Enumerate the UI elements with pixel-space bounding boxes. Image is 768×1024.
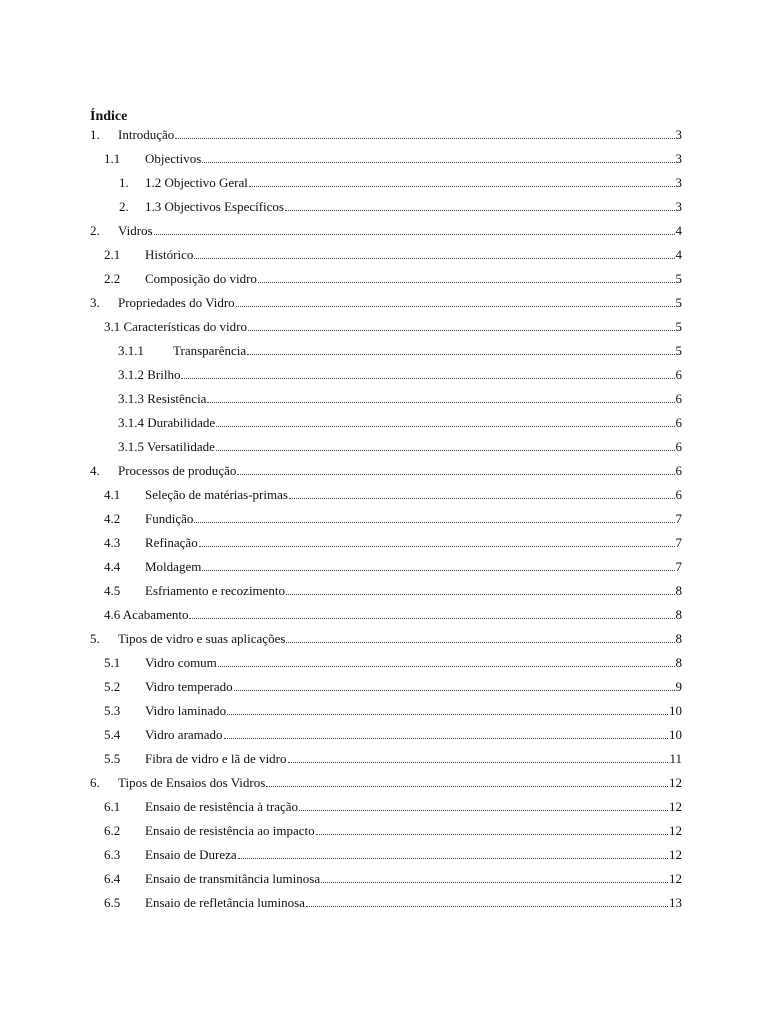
dot-leader: [154, 234, 675, 235]
toc-entry-page-number: 13: [669, 895, 682, 910]
toc-entry-title: Processos de produção: [118, 463, 237, 478]
toc-entry-page-number: 6: [675, 463, 682, 478]
dot-leader: [194, 522, 674, 523]
dot-leader: [175, 138, 674, 139]
toc-entry-page-number: 12: [669, 799, 682, 814]
toc-entry[interactable]: [90, 678, 682, 702]
toc-entry-number: 4.: [90, 463, 100, 478]
toc-entry-number: 2.: [119, 199, 129, 214]
toc-entry-page-number: 10: [669, 703, 682, 718]
toc-entry-page-number: 5: [675, 343, 682, 358]
toc-entry[interactable]: [90, 798, 682, 822]
dot-leader: [181, 378, 674, 379]
toc-entry[interactable]: [90, 846, 682, 870]
toc-entry[interactable]: [90, 606, 682, 630]
toc-entry[interactable]: [90, 438, 682, 462]
dot-leader: [286, 594, 674, 595]
toc-entry[interactable]: [90, 894, 682, 918]
dot-leader: [248, 330, 675, 331]
dot-leader: [289, 498, 675, 499]
toc-entry-title: 3.1.4 Durabilidade: [118, 415, 216, 430]
toc-entry[interactable]: [90, 774, 682, 798]
toc-entry-number: 3.1.1: [118, 343, 144, 358]
toc-entry-number: 2.: [90, 223, 100, 238]
dot-leader: [216, 450, 675, 451]
toc-entry[interactable]: [90, 510, 682, 534]
dot-leader: [249, 186, 675, 187]
toc-entry-number: 2.2: [104, 271, 121, 286]
dot-leader: [236, 306, 675, 307]
toc-entry-title: Fibra de vidro e lã de vidro: [145, 751, 287, 766]
dot-leader: [224, 738, 668, 739]
toc-entry-page-number: 12: [669, 847, 682, 862]
toc-entry[interactable]: [90, 150, 682, 174]
toc-entry-number: 2.1: [104, 247, 121, 262]
dot-leader: [258, 282, 675, 283]
toc-entry-title: Seleção de matérias-primas: [145, 487, 288, 502]
dot-leader: [189, 618, 674, 619]
toc-entry-number: 4.4: [104, 559, 121, 574]
toc-entry[interactable]: [90, 390, 682, 414]
toc-entry-page-number: 3: [675, 175, 682, 190]
toc-entry-number: 6.2: [104, 823, 121, 838]
toc-entry-page-number: 10: [669, 727, 682, 742]
toc-entry[interactable]: [90, 534, 682, 558]
toc-entry-number: 6.3: [104, 847, 121, 862]
toc-entry-number: 1.: [90, 127, 100, 142]
dot-leader: [316, 834, 668, 835]
dot-leader: [321, 882, 668, 883]
toc-entry-title: 3.1.3 Resistência: [118, 391, 207, 406]
toc-entry-number: 5.3: [104, 703, 121, 718]
toc-entry[interactable]: [90, 366, 682, 390]
dot-leader: [286, 642, 674, 643]
toc-entry-number: 5.4: [104, 727, 121, 742]
toc-entry[interactable]: [90, 870, 682, 894]
toc-entry-title: Vidro laminado: [145, 703, 227, 718]
toc-entry-title: 1.2 Objectivo Geral: [145, 175, 248, 190]
toc-entry[interactable]: [90, 246, 682, 270]
toc-entry-page-number: 5: [675, 319, 682, 334]
toc-entry-number: 5.1: [104, 655, 121, 670]
toc-entry-number: 1.1: [104, 151, 121, 166]
dot-leader: [306, 906, 668, 907]
dot-leader: [299, 810, 668, 811]
toc-entry[interactable]: [90, 486, 682, 510]
toc-entry[interactable]: [90, 654, 682, 678]
toc-entry-page-number: 6: [675, 367, 682, 382]
dot-leader: [194, 258, 674, 259]
toc-entry-page-number: 4: [675, 247, 682, 262]
toc-entry-page-number: 6: [675, 391, 682, 406]
toc-entry-page-number: 7: [675, 511, 682, 526]
toc-entry-title: 3.1.5 Versatilidade: [118, 439, 215, 454]
toc-entry[interactable]: [90, 462, 682, 486]
toc-entry-number: 4.5: [104, 583, 121, 598]
toc-entry-page-number: 3: [675, 127, 682, 142]
toc-entry-page-number: 12: [669, 871, 682, 886]
toc-entry-title: Ensaio de transmitância luminosa: [145, 871, 321, 886]
toc-entry-title: Composição do vidro: [145, 271, 257, 286]
toc-entry[interactable]: [90, 414, 682, 438]
toc-entry-page-number: 12: [669, 775, 682, 790]
table-of-contents: [90, 126, 682, 918]
toc-entry-page-number: 7: [675, 535, 682, 550]
toc-entry-number: 6.5: [104, 895, 121, 910]
dot-leader: [234, 690, 675, 691]
toc-entry-page-number: 5: [675, 271, 682, 286]
toc-entry-page-number: 5: [675, 295, 682, 310]
toc-entry-number: 6.: [90, 775, 100, 790]
toc-entry-number: 1.: [119, 175, 129, 190]
toc-entry-number: 6.4: [104, 871, 121, 886]
toc-entry-page-number: 9: [675, 679, 682, 694]
toc-entry-title: Vidro aramado: [145, 727, 223, 742]
toc-entry-page-number: 8: [675, 631, 682, 646]
toc-entry[interactable]: [90, 702, 682, 726]
toc-entry-title: Refinação: [145, 535, 198, 550]
toc-entry-page-number: 11: [669, 751, 682, 766]
dot-leader: [227, 714, 668, 715]
toc-entry-title: Fundição: [145, 511, 194, 526]
toc-entry[interactable]: [90, 198, 682, 222]
toc-entry[interactable]: [90, 174, 682, 198]
toc-entry-title: Ensaio de resistência à tração: [145, 799, 299, 814]
toc-entry-title: 3.1.2 Brilho: [118, 367, 181, 382]
toc-entry-number: 6.1: [104, 799, 121, 814]
toc-entry[interactable]: [90, 126, 682, 150]
dot-leader: [202, 570, 674, 571]
toc-entry-title: Vidros: [118, 223, 153, 238]
toc-entry-number: 5.2: [104, 679, 121, 694]
toc-entry-number: 4.3: [104, 535, 121, 550]
toc-entry-title: Objectivos: [145, 151, 202, 166]
toc-entry-page-number: 6: [675, 487, 682, 502]
dot-leader: [285, 210, 675, 211]
toc-entry-page-number: 8: [675, 583, 682, 598]
toc-entry[interactable]: [90, 222, 682, 246]
dot-leader: [207, 402, 674, 403]
toc-entry[interactable]: [90, 750, 682, 774]
toc-entry-page-number: 6: [675, 415, 682, 430]
toc-entry-title: Esfriamento e recozimento: [145, 583, 286, 598]
toc-entry-number: 5.: [90, 631, 100, 646]
toc-entry-number: 4.2: [104, 511, 121, 526]
toc-entry-title: 1.3 Objectivos Específicos: [145, 199, 284, 214]
toc-entry-title: Transparência: [173, 343, 247, 358]
dot-leader: [202, 162, 674, 163]
toc-entry-title: Ensaio de resistência ao impacto: [145, 823, 315, 838]
toc-entry[interactable]: [90, 558, 682, 582]
dot-leader: [237, 474, 674, 475]
dot-leader: [238, 858, 668, 859]
toc-entry-page-number: 12: [669, 823, 682, 838]
toc-entry-number: 3.: [90, 295, 100, 310]
toc-entry[interactable]: [90, 822, 682, 846]
toc-entry-page-number: 4: [675, 223, 682, 238]
dot-leader: [247, 354, 674, 355]
toc-entry[interactable]: [90, 630, 682, 654]
dot-leader: [266, 786, 668, 787]
toc-entry-title: 3.1 Características do vidro: [104, 319, 247, 334]
toc-entry-page-number: 7: [675, 559, 682, 574]
toc-entry-number: 4.1: [104, 487, 121, 502]
toc-entry[interactable]: [90, 294, 682, 318]
toc-entry[interactable]: [90, 318, 682, 342]
toc-entry-page-number: 8: [675, 655, 682, 670]
toc-entry-title: Ensaio de refletância luminosa: [145, 895, 305, 910]
toc-entry[interactable]: [90, 582, 682, 606]
page-title: Índice: [90, 109, 128, 124]
toc-entry-title: Vidro temperado: [145, 679, 233, 694]
dot-leader: [199, 546, 675, 547]
toc-entry-page-number: 3: [675, 151, 682, 166]
toc-entry-title: Tipos de vidro e suas aplicações: [118, 631, 286, 646]
toc-entry-title: Ensaio de Dureza: [145, 847, 237, 862]
toc-entry-title: 4.6 Acabamento: [104, 607, 189, 622]
toc-entry-page-number: 8: [675, 607, 682, 622]
toc-entry-title: Histórico: [145, 247, 194, 262]
dot-leader: [216, 426, 674, 427]
toc-entry-number: 5.5: [104, 751, 121, 766]
toc-entry-title: Propriedades do Vidro: [118, 295, 235, 310]
toc-entry-title: Introdução: [118, 127, 175, 142]
toc-entry[interactable]: [90, 342, 682, 366]
toc-entry-page-number: 3: [675, 199, 682, 214]
dot-leader: [288, 762, 669, 763]
toc-entry-page-number: 6: [675, 439, 682, 454]
dot-leader: [218, 666, 675, 667]
toc-entry-title: Vidro comum: [145, 655, 217, 670]
toc-entry-title: Moldagem: [145, 559, 202, 574]
toc-entry[interactable]: [90, 726, 682, 750]
toc-entry-title: Tipos de Ensaios dos Vidros: [118, 775, 266, 790]
toc-entry[interactable]: [90, 270, 682, 294]
